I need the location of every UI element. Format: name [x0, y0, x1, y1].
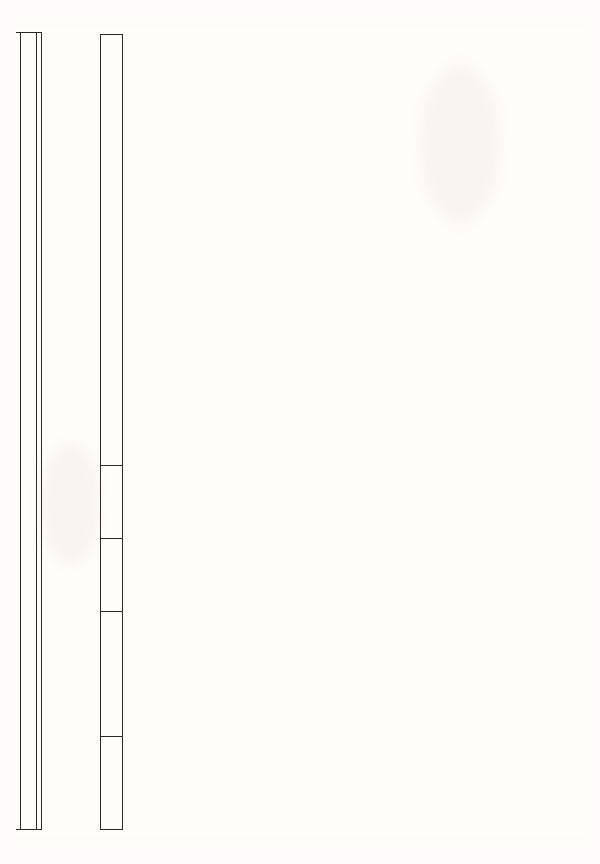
th-container — [101, 539, 123, 612]
sample-table — [100, 34, 123, 830]
signature-row — [16, 34, 19, 830]
th-test-item — [101, 35, 123, 466]
table-header-row — [101, 35, 123, 830]
th-fixative — [101, 465, 123, 538]
footer-block — [16, 32, 42, 830]
scan-smudge — [40, 444, 100, 564]
receive-temp-row — [20, 33, 36, 829]
th-lab-no — [101, 612, 123, 737]
th-sample-no — [101, 737, 123, 830]
meta-row-2 — [78, 818, 88, 830]
remark-row — [36, 33, 41, 829]
scan-smudge-2 — [420, 64, 500, 224]
